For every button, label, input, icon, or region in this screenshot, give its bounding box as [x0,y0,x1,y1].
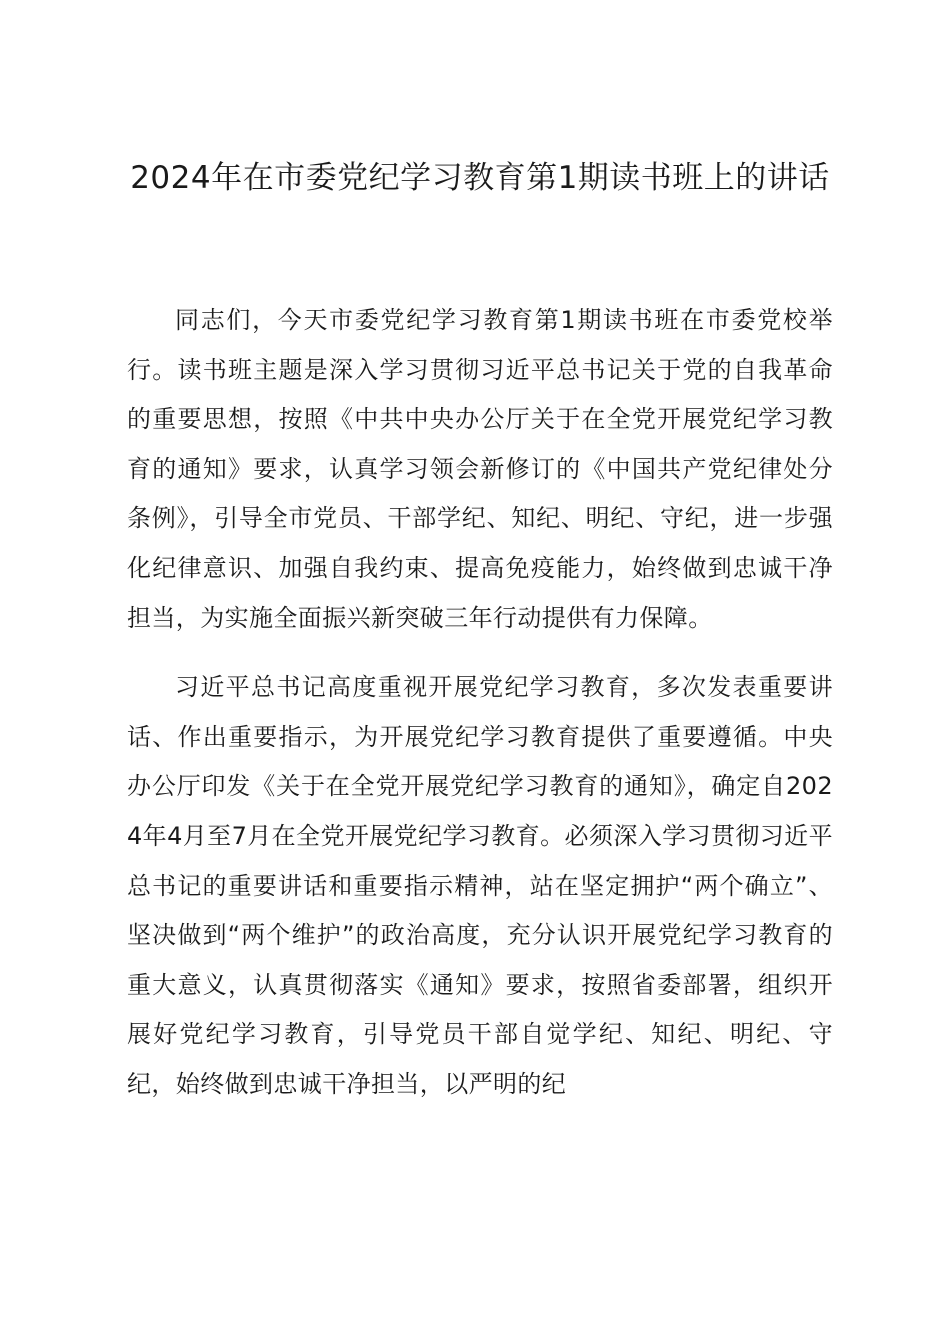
paragraph-opening: 同志们，今天市委党纪学习教育第1期读书班在市委党校举行。读书班主题是深入学习贯彻习近平总书记关于党的自我革命的重要思想，按照《中共中央办公厅关于在全党开展党纪学习教育的通知》要求，认真学习领会新修订的《中国共产党纪律处分条例》，引导全市党员、干部学纪、知纪、明纪、守纪，进一步强化纪律意识、加强自我约束、提高免疫能力，始终做到忠诚干净担当，为实施全面振兴新突破三年行动提供有力保障。 [127,306,833,632]
document-body [127,296,833,1130]
paragraph-background: 习近平总书记高度重视开展党纪学习教育，多次发表重要讲话、作出重要指示，为开展党纪学习教育提供了重要遵循。中央办公厅印发《关于在全党开展党纪学习教育的通知》，确定自2024年4月至7月在全党开展党纪学习教育。必须深入学习贯彻习近平总书记的重要讲话和重要指示精神，站在坚定拥护“两个确立”、坚决做到“两个维护”的政治高度，充分认识开展党纪学习教育的重大意义，认真贯彻落实《通知》要求，按照省委部署，组织开展好党纪学习教育，引导党员干部自觉学纪、知纪、明纪、守纪，始终做到忠诚干净担当，以严明的纪 [127,673,833,1098]
document-title: 2024年在市委党纪学习教育第1期读书班上的讲话 [130,160,830,196]
